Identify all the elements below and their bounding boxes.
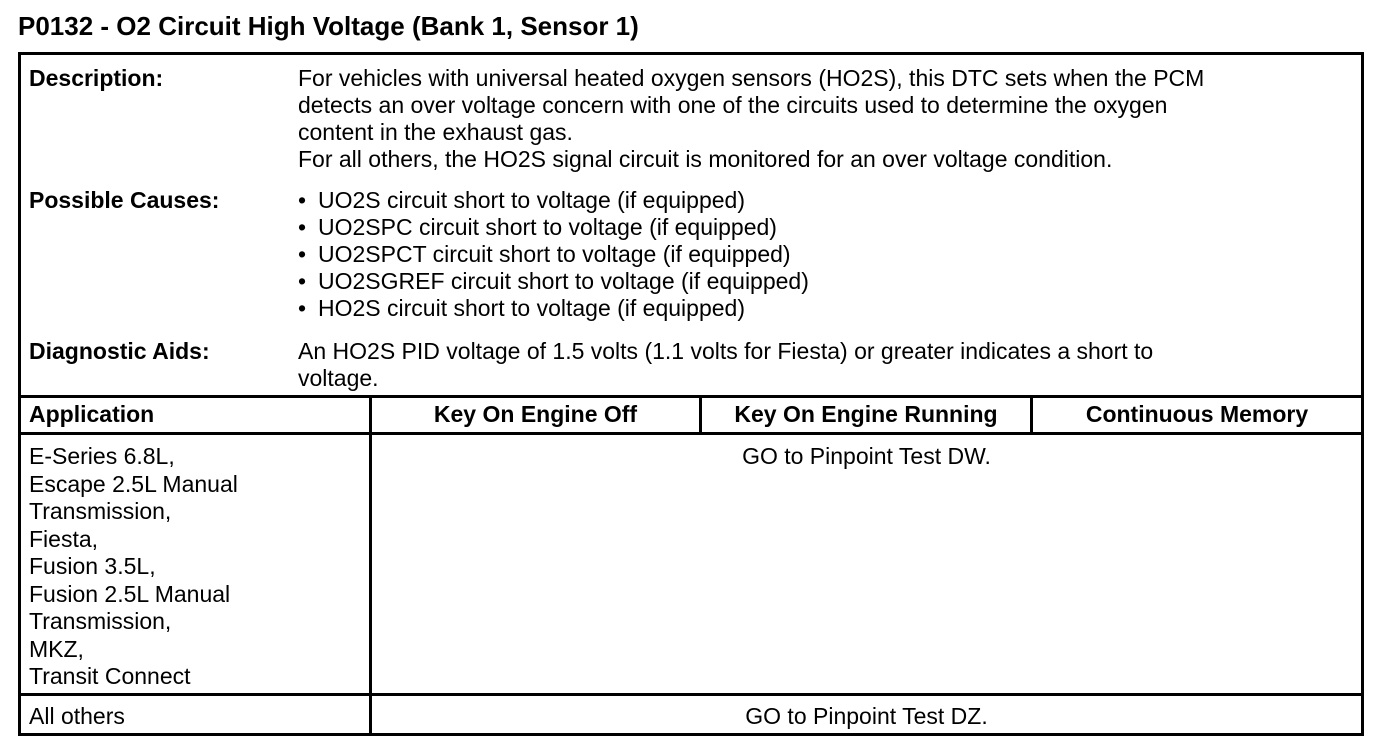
application-line: Transit Connect [29, 663, 191, 689]
action-cell: GO to Pinpoint Test DW. [742, 443, 991, 469]
bullet-icon: • [298, 241, 307, 267]
header-application: Application [29, 401, 155, 427]
possible-causes-label: Possible Causes: [29, 187, 220, 213]
application-line: MKZ, [29, 635, 84, 662]
cause-item: • UO2SGREF circuit short to voltage (if equipped) [298, 268, 809, 294]
bullet-icon: • [298, 295, 307, 321]
cause-item: • UO2SPCT circuit short to voltage (if equipped) [298, 241, 791, 267]
diagnostic-aids-line: An HO2S PID voltage of 1.5 volts (1.1 volts for Fiesta) or greater indicates a short to [298, 338, 1154, 364]
diagnostic-aids-text [298, 338, 1321, 392]
description-line: For vehicles with universal heated oxygen sensors (HO2S), this DTC sets when the PCM [298, 65, 1205, 91]
table-divider [21, 395, 1361, 398]
description-label: Description: [29, 65, 164, 91]
application-line: Fusion 3.5L, [29, 553, 156, 579]
application-line: Escape 2.5L Manual [29, 470, 238, 497]
description-line: detects an over voltage concern with one of the circuits used to determine the oxygen [298, 92, 1168, 118]
application-line: Transmission, [29, 498, 172, 524]
header-key-on-engine-off: Key On Engine Off [433, 401, 638, 427]
header-continuous-memory: Continuous Memory [1085, 401, 1309, 427]
possible-causes-list [298, 187, 1321, 322]
action-cell: GO to Pinpoint Test DZ. [745, 703, 988, 729]
application-line: All others [29, 703, 125, 729]
diagnostic-aids-line: voltage. [298, 365, 379, 391]
application-line: Fusion 2.5L Manual [29, 580, 231, 607]
application-cell [29, 703, 125, 731]
description-text [298, 65, 1321, 173]
page-title: P0132 - O2 Circuit High Voltage (Bank 1, Sensor 1) [18, 11, 639, 41]
bullet-icon: • [298, 187, 307, 213]
bullet-icon: • [298, 214, 307, 240]
description-line: For all others, the HO2S signal circuit is monitored for an over voltage condition. [298, 146, 1113, 172]
row-divider [21, 693, 1361, 696]
cause-item: • UO2S circuit short to voltage (if equipped) [298, 187, 745, 213]
application-line: Transmission, [29, 608, 172, 634]
diagnostic-aids-label: Diagnostic Aids: [29, 338, 210, 364]
cause-item: • UO2SPC circuit short to voltage (if equipped) [298, 214, 777, 240]
header-key-on-engine-running: Key On Engine Running [734, 401, 998, 427]
header-divider [21, 432, 1361, 435]
application-cell [29, 443, 238, 691]
cause-item: • HO2S circuit short to voltage (if equipped) [298, 295, 745, 321]
application-line: Fiesta, [29, 525, 99, 552]
dtc-info-table [18, 52, 1364, 736]
application-line: E-Series 6.8L, [29, 443, 175, 469]
description-line: content in the exhaust gas. [298, 119, 573, 145]
bullet-icon: • [298, 268, 307, 294]
